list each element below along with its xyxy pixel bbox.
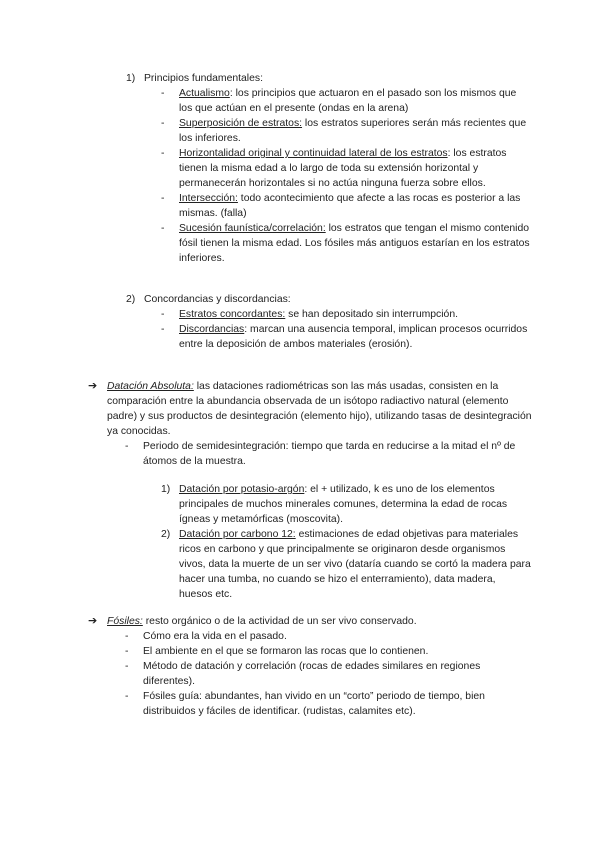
term: Fósiles: (107, 616, 143, 627)
list-item (125, 689, 510, 719)
arrow-bullet-icon: ➔ (88, 380, 98, 392)
definition: el + utilizado, k es uno de los elementos principales de muchos minerales comunes, determina la edad de rocas ígneas y metamórficas (moscovita). (179, 484, 508, 525)
dash-bullet: - (161, 148, 165, 159)
arrow-item (88, 614, 532, 629)
fosiles-list (125, 629, 510, 719)
list-number: 2) (161, 529, 171, 540)
section-heading-row (126, 292, 526, 307)
section-principios (126, 71, 526, 86)
definition: Periodo de semidesintegración: tiempo que tarda en reducirse a la mitad el nº de átomos de la muestra. (143, 441, 516, 467)
list-item (161, 146, 531, 191)
term: Sucesión faunística/correlación: (179, 223, 326, 234)
definition: se han depositado sin interrumpción. (285, 309, 458, 320)
dash-bullet: - (161, 193, 165, 204)
concordancias-list (161, 307, 531, 352)
dash-bullet: - (161, 118, 165, 129)
definition: las dataciones radiométricas son las más usadas, consisten en la comparación entre la abundancia observada de un isótopo radiactivo natural (elemento padre) y sus productos de desintegración (elemento hijo), utilizando tasas de desintegración ya conocidas. (107, 381, 532, 437)
datacion-methods-list (161, 482, 531, 602)
definition: los estratos tienen la misma edad a lo largo de toda su extensión horizontal y permanecerán horizontales si no actúa ninguna fuerza sobre ellos. (179, 148, 507, 189)
term-separator: : (304, 484, 308, 495)
dash-bullet: - (161, 88, 165, 99)
definition: marcan una ausencia temporal, implican procesos ocurridos entre la deposición de ambos materiales (erosión). (179, 324, 528, 350)
term: Actualismo (179, 88, 230, 99)
arrow-bullet-icon: ➔ (88, 615, 98, 627)
list-item (161, 221, 531, 266)
definition: todo acontecimiento que afecte a las rocas es posterior a las mismas. (falla) (179, 193, 521, 219)
list-item (161, 191, 531, 221)
definition: los principios que actuaron en el pasado son los mismos que los que actúan en el presente (ondas en la arena) (179, 88, 517, 114)
section-heading: Principios fundamentales: (144, 73, 263, 84)
dash-bullet: - (125, 646, 129, 657)
section-heading-row (126, 71, 526, 86)
term: Datación por potasio-argón (179, 484, 305, 495)
dash-bullet: - (161, 223, 165, 234)
list-text: Cómo era la vida en el pasado. (143, 631, 287, 642)
dash-bullet: - (125, 631, 129, 642)
term: Datación Absoluta: (107, 381, 194, 392)
list-item (161, 116, 531, 146)
arrow-item (88, 379, 532, 439)
definition: los estratos que tengan el mismo contenido fósil tienen la misma edad. Los fósiles más antiguos estarían en los estratos inferiores. (179, 223, 530, 264)
list-item (125, 644, 510, 659)
list-number: 1) (126, 73, 136, 84)
list-text: Fósiles guía: abundantes, han vivido en un “corto” periodo de tiempo, bien distribuidos y fáciles de identificar. (rudistas, calamites etc). (143, 691, 485, 717)
list-item (161, 482, 531, 527)
section-heading: Concordancias y discordancias: (144, 294, 291, 305)
term: Datación por carbono 12: (179, 529, 296, 540)
list-text: El ambiente en el que se formaron las rocas que lo contienen. (143, 646, 429, 657)
definition: resto orgánico o de la actividad de un ser vivo conservado. (142, 616, 417, 627)
term: Discordancias (179, 324, 245, 335)
list-item (161, 527, 531, 602)
term: Estratos concordantes: (179, 309, 286, 320)
list-item (125, 439, 535, 469)
dash-bullet: - (125, 441, 129, 452)
list-item (125, 629, 510, 644)
principios-list (161, 86, 531, 266)
fosiles-block (88, 614, 532, 629)
dash-bullet: - (125, 691, 129, 702)
list-number: 1) (161, 484, 171, 495)
datacion-absoluta-block (88, 379, 532, 439)
dash-bullet: - (161, 324, 165, 335)
section-concordancias (126, 292, 526, 307)
term-separator: : (244, 324, 248, 335)
term: Superposición de estratos: (179, 118, 303, 129)
list-item (125, 659, 510, 689)
list-number: 2) (126, 294, 136, 305)
term: Intersección: (179, 193, 238, 204)
list-item (161, 322, 531, 352)
semidesintegracion-item (125, 439, 535, 469)
definition: los estratos superiores serán más recientes que los inferiores. (179, 118, 527, 144)
list-item (161, 86, 531, 116)
dash-bullet: - (125, 661, 129, 672)
list-text: Método de datación y correlación (rocas de edades similares en regiones diferentes). (143, 661, 481, 687)
definition: estimaciones de edad objetivas para materiales ricos en carbono y que principalmente se originaron desde organismos vivos, data la muerte de un ser vivo (dataría cuando se cortó la madera para hacer una tumba, no cuando se hizo el enterramiento), data madera, huesos etc. (179, 529, 531, 600)
term-separator: : (229, 88, 233, 99)
list-item (161, 307, 531, 322)
term: Horizontalidad original y continuidad lateral de los estratos (179, 148, 448, 159)
term-separator: : (447, 148, 451, 159)
dash-bullet: - (161, 309, 165, 320)
